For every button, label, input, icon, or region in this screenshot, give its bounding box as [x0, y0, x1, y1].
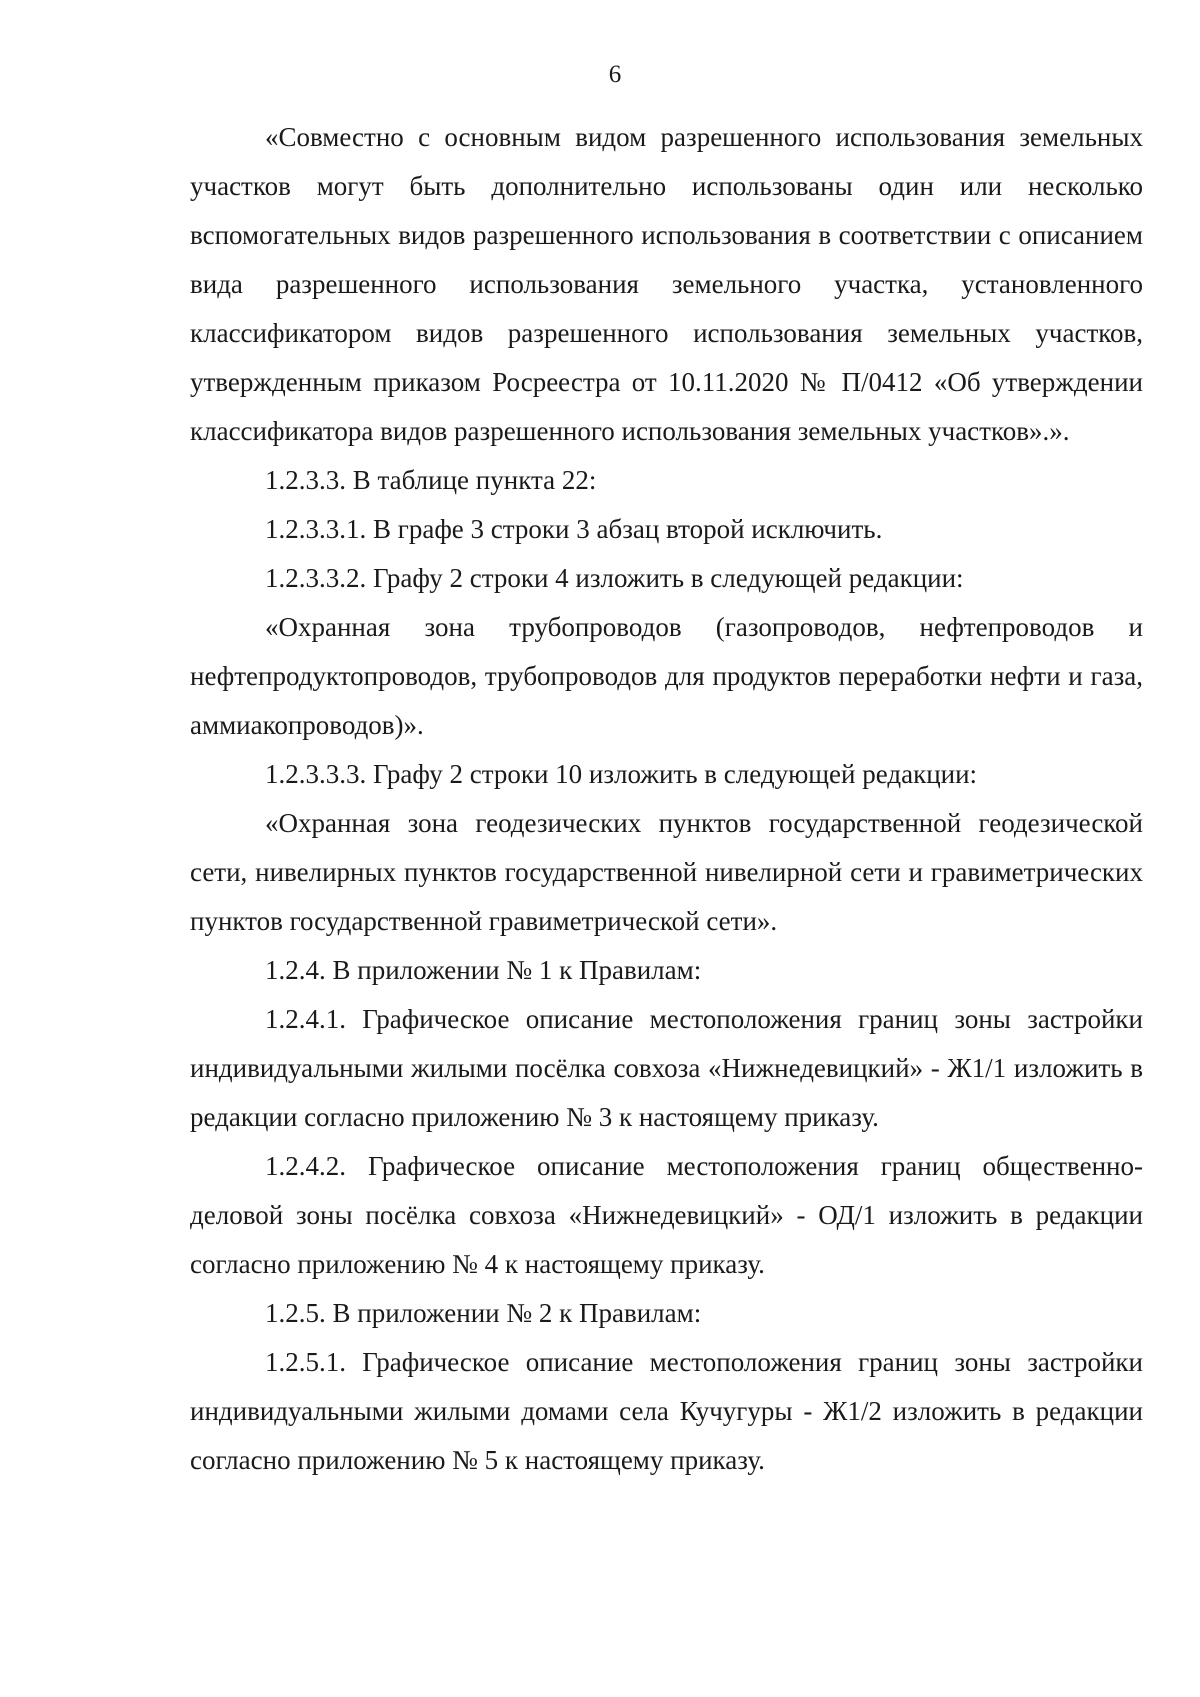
paragraph-quote-pipelines: «Охранная зона трубопроводов (газопроводов, нефтепроводов и нефтепродуктопроводов, трубопроводов для продуктов переработки нефти и газа, аммиакопроводов)». [190, 612, 1143, 740]
paragraph-1-2-4-2: 1.2.4.2. Графическое описание местоположения границ общественно-деловой зоны посёлка совхоза «Нижнедевицкий» - ОД/1 изложить в редакции согласно приложению № 4 к настоящему приказу. [190, 1151, 1143, 1279]
document-body [190, 113, 1143, 1485]
paragraph-quote-geodetic: «Охранная зона геодезических пунктов государственной геодезической сети, нивелирных пунктов государственной нивелирной сети и гравиметрических пунктов государственной гравиметрической сети». [190, 808, 1143, 936]
paragraph-1-2-3-3: 1.2.3.3. В таблице пункта 22: [265, 465, 597, 495]
paragraph-1-2-3-3-2: 1.2.3.3.2. Графу 2 строки 4 изложить в следующей редакции: [265, 563, 964, 593]
paragraph-1-2-4: 1.2.4. В приложении № 1 к Правилам: [265, 955, 702, 985]
page-number: 6 [608, 61, 622, 88]
paragraph-1-2-5-1: 1.2.5.1. Графическое описание местоположения границ зоны застройки индивидуальными жилыми домами села Кучугуры - Ж1/2 изложить в редакции согласно приложению № 5 к настоящему приказу. [190, 1347, 1143, 1475]
paragraph-1-2-4-1: 1.2.4.1. Графическое описание местоположения границ зоны застройки индивидуальными жилыми посёлка совхоза «Нижнедевицкий» - Ж1/1 изложить в редакции согласно приложению № 3 к настоящему приказу. [190, 1004, 1143, 1132]
paragraph-1-2-3-3-1: 1.2.3.3.1. В графе 3 строки 3 абзац второй исключить. [265, 514, 883, 544]
paragraph-1-2-5: 1.2.5. В приложении № 2 к Правилам: [265, 1298, 702, 1328]
paragraph-quote-land-use: «Совместно с основным видом разрешенного использования земельных участков могут быть дополнительно использованы один или несколько вспомогательных видов разрешенного использования в соответствии с описанием вида разрешенного использования земельного участка, установленного классификатором видов разрешенного использования земельных участков, утвержденным приказом Росреестра от 10.11.2020 № П/0412 «Об утверждении классификатора видов разрешенного использования земельных участков».». [190, 122, 1143, 446]
paragraph-1-2-3-3-3: 1.2.3.3.3. Графу 2 строки 10 изложить в следующей редакции: [265, 759, 978, 789]
